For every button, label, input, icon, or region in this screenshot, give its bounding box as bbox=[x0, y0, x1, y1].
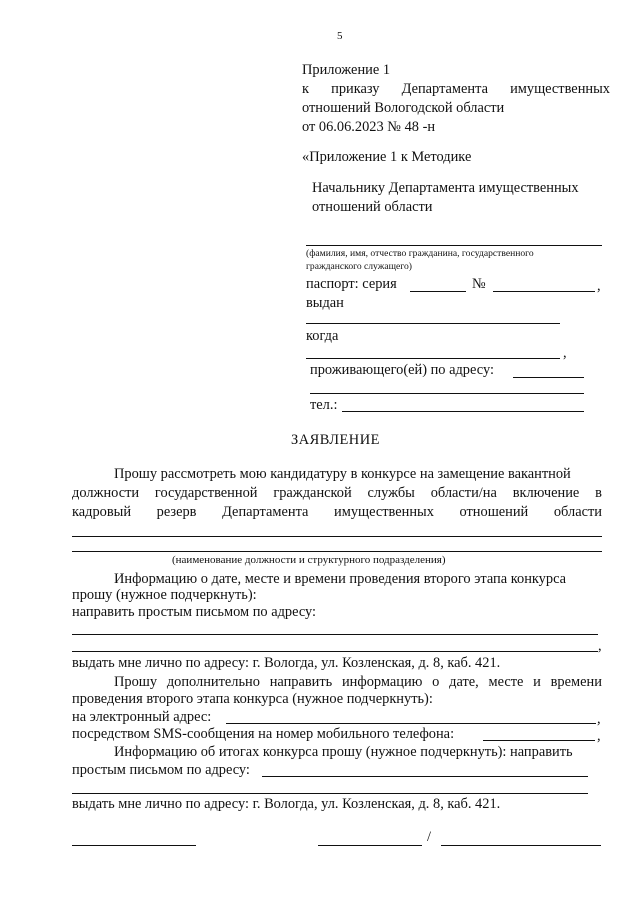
p3-word: времени bbox=[550, 674, 602, 690]
p1-word: имущественных bbox=[334, 504, 434, 520]
when-label: когда bbox=[306, 328, 339, 344]
signature-field[interactable] bbox=[318, 845, 422, 846]
p3-word: месте bbox=[488, 674, 524, 690]
mail-address-comma: , bbox=[598, 638, 602, 654]
appendix-title: Приложение 1 bbox=[302, 62, 391, 78]
issue-date-comma: , bbox=[563, 345, 567, 361]
p1-word: гражданской bbox=[273, 485, 352, 501]
p2-line-2: прошу (нужное подчеркнуть): bbox=[72, 587, 257, 603]
p1-word: службы bbox=[367, 485, 415, 501]
passport-number-field[interactable] bbox=[493, 291, 595, 292]
applicant-name-caption-2: гражданского служащего) bbox=[306, 261, 412, 272]
p1-word: Департамента bbox=[222, 504, 309, 520]
methodology-reference: «Приложение 1 к Методике bbox=[302, 149, 472, 165]
issue-date-field[interactable] bbox=[306, 358, 560, 359]
position-field-2[interactable] bbox=[72, 551, 602, 552]
p3-word: дате, bbox=[449, 674, 479, 690]
issued-label: выдан bbox=[306, 295, 344, 311]
appendix-date: от 06.06.2023 № 48 -н bbox=[302, 119, 436, 135]
phone-field[interactable] bbox=[342, 411, 584, 412]
email-comma: , bbox=[597, 711, 601, 727]
mail-address-field-2[interactable] bbox=[72, 651, 598, 652]
p1-word: кадровый bbox=[72, 504, 132, 520]
sms-comma: , bbox=[597, 728, 601, 744]
appendix-word: к bbox=[302, 81, 309, 97]
page-number: 5 bbox=[337, 30, 343, 42]
p1-word: включение bbox=[512, 485, 580, 501]
email-field[interactable] bbox=[226, 723, 596, 724]
addressee-line-1: Начальнику Департамента имущественных bbox=[312, 180, 579, 196]
issued-by-field[interactable] bbox=[306, 323, 560, 324]
statement-heading: ЗАЯВЛЕНИЕ bbox=[291, 432, 380, 448]
signature-slash: / bbox=[427, 829, 431, 845]
p3-word: и bbox=[533, 674, 541, 690]
p4-line-1: Информацию об итогах конкурса прошу (нужное подчеркнуть): направить bbox=[114, 744, 573, 760]
appendix-line-2 bbox=[302, 80, 610, 99]
p1-line-3 bbox=[72, 503, 602, 522]
p3-word: дополнительно bbox=[166, 674, 260, 690]
p2-personal-pickup: выдать мне лично по адресу: г. Вологда, ул. Козленская, д. 8, каб. 421. bbox=[72, 655, 501, 671]
mail-address-field-1[interactable] bbox=[72, 634, 598, 635]
p1-word: области bbox=[553, 504, 602, 520]
appendix-word: имущественных bbox=[510, 81, 610, 97]
email-label: на электронный адрес: bbox=[72, 709, 212, 725]
results-address-field-1[interactable] bbox=[262, 776, 588, 777]
position-field-1[interactable] bbox=[72, 536, 602, 537]
address-field-1[interactable] bbox=[513, 377, 584, 378]
results-address-field-2[interactable] bbox=[72, 793, 588, 794]
position-caption: (наименование должности и структурного подразделения) bbox=[172, 554, 446, 566]
p1-word: области/на bbox=[430, 485, 497, 501]
p2-line-3: направить простым письмом по адресу: bbox=[72, 604, 317, 620]
signature-name-field[interactable] bbox=[441, 845, 601, 846]
passport-comma: , bbox=[597, 278, 601, 294]
p3-line-2: проведения второго этапа конкурса (нужное подчеркнуть): bbox=[72, 691, 433, 707]
p2-line-1: Информацию о дате, месте и времени проведения второго этапа конкурса bbox=[114, 571, 567, 587]
applicant-name-caption-1: (фамилия, имя, отчество гражданина, государственного bbox=[306, 248, 534, 259]
p3-word: направить bbox=[269, 674, 333, 690]
p1-word: в bbox=[595, 485, 602, 501]
applicant-name-field[interactable] bbox=[306, 245, 602, 246]
p1-line-2 bbox=[72, 484, 602, 503]
sms-phone-field[interactable] bbox=[483, 740, 595, 741]
p4-line-2: простым письмом по адресу: bbox=[72, 762, 250, 778]
p4-personal-pickup: выдать мне лично по адресу: г. Вологда, ул. Козленская, д. 8, каб. 421. bbox=[72, 796, 501, 812]
p3-word: Прошу bbox=[114, 674, 158, 690]
addressee-line-2: отношений области bbox=[312, 199, 433, 215]
p1-line-1: Прошу рассмотреть мою кандидатуру в конкурсе на замещение вакантной bbox=[114, 466, 571, 482]
sms-label: посредством SMS-сообщения на номер мобильного телефона: bbox=[72, 726, 455, 742]
date-field[interactable] bbox=[72, 845, 196, 846]
p1-word: должности bbox=[72, 485, 140, 501]
p1-word: резерв bbox=[156, 504, 197, 520]
p1-word: государственной bbox=[154, 485, 258, 501]
appendix-line-3: отношений Вологодской области bbox=[302, 100, 505, 116]
p3-word: о bbox=[432, 674, 440, 690]
phone-label: тел.: bbox=[310, 397, 338, 413]
residing-label: проживающего(ей) по адресу: bbox=[310, 362, 494, 378]
p1-word: отношений bbox=[459, 504, 529, 520]
passport-number-label: № bbox=[472, 276, 486, 292]
address-field-2[interactable] bbox=[310, 393, 584, 394]
p3-word: информацию bbox=[341, 674, 423, 690]
passport-label: паспорт: серия bbox=[306, 276, 397, 292]
appendix-word: Департамента bbox=[401, 81, 488, 97]
appendix-word: приказу bbox=[331, 81, 380, 97]
passport-series-field[interactable] bbox=[410, 291, 466, 292]
